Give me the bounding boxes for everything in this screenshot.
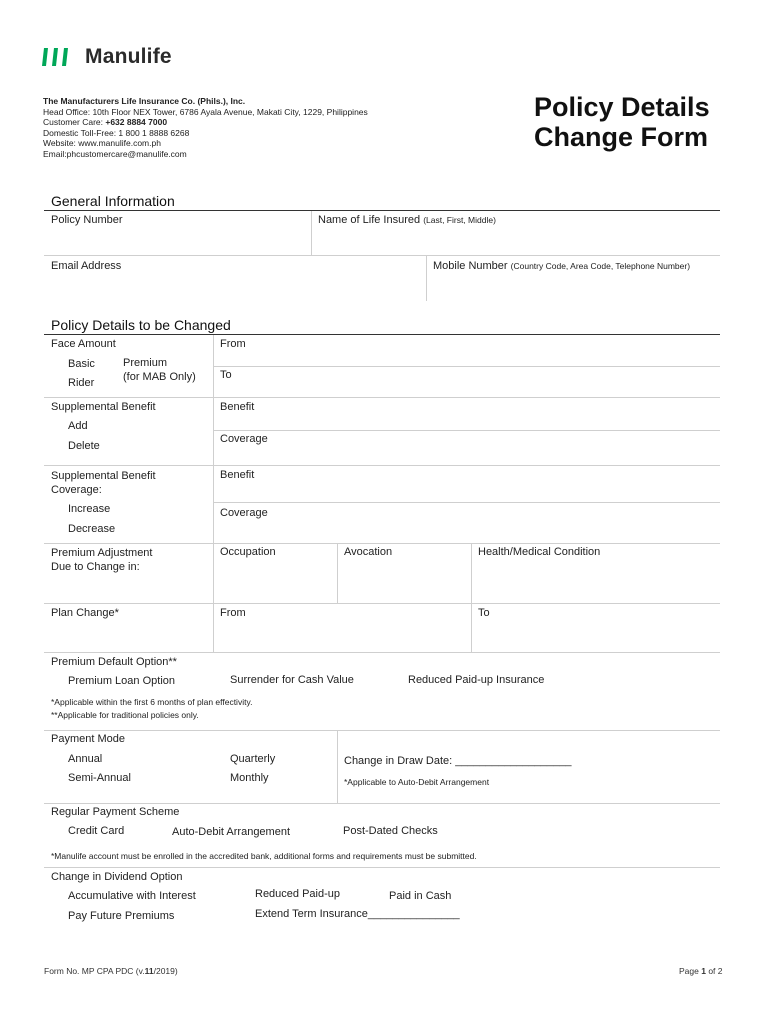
manulife-logo-icon: [42, 46, 70, 68]
decrease-option[interactable]: Decrease: [68, 523, 116, 535]
auto-debit-option[interactable]: Auto-Debit Arrangement: [172, 826, 291, 838]
annual-option[interactable]: Annual: [68, 753, 103, 765]
payment-scheme-label: Regular Payment Scheme: [51, 806, 180, 818]
coverage-amount-field[interactable]: Coverage: [220, 507, 268, 519]
form-number: Form No. MP CPA PDC (v.11/2019): [44, 966, 178, 976]
general-heading: General Information: [51, 193, 175, 209]
toll-free: Domestic Toll-Free: 1 800 1 8888 6268: [43, 127, 190, 138]
plan-to-field[interactable]: To: [478, 607, 490, 619]
policy-number-field[interactable]: Policy Number: [51, 214, 123, 226]
changes-heading: Policy Details to be Changed: [51, 317, 231, 333]
surrender-option[interactable]: Surrender for Cash Value: [230, 674, 354, 686]
default-option-label: Premium Default Option**: [51, 656, 177, 668]
paid-in-cash-option[interactable]: Paid in Cash: [389, 890, 452, 902]
life-insured-field[interactable]: Name of Life Insured (Last, First, Middle): [318, 214, 496, 226]
health-field[interactable]: Health/Medical Condition: [478, 546, 601, 558]
supp-coverage-label: Supplemental Benefit Coverage:: [51, 470, 156, 496]
occupation-field[interactable]: Occupation: [220, 546, 276, 558]
company-name: The Manufacturers Life Insurance Co. (Phils.), Inc.: [43, 96, 246, 106]
add-option[interactable]: Add: [68, 420, 88, 432]
page-number: Page 1 of 2: [679, 966, 723, 976]
credit-card-option[interactable]: Credit Card: [68, 825, 125, 837]
premium-mab-option[interactable]: Premium (for MAB Only): [123, 357, 196, 383]
rider-option[interactable]: Rider: [68, 377, 95, 389]
email-field[interactable]: Email Address: [51, 260, 122, 272]
avocation-field[interactable]: Avocation: [344, 546, 393, 558]
draw-date-note: *Applicable to Auto-Debit Arrangement: [344, 777, 490, 787]
payment-mode-label: Payment Mode: [51, 733, 125, 745]
website: Website: www.manulife.com.ph: [43, 138, 161, 149]
draw-date-field[interactable]: Change in Draw Date: ___________________: [344, 755, 572, 767]
mobile-field[interactable]: Mobile Number (Country Code, Area Code, Telephone Number): [433, 260, 691, 272]
default-note-1: *Applicable within the first 6 months of plan effectivity.: [51, 697, 253, 707]
reduced-paid-up-option[interactable]: Reduced Paid-up Insurance: [408, 674, 545, 686]
delete-option[interactable]: Delete: [68, 440, 100, 452]
face-amount-label: Face Amount: [51, 338, 116, 350]
head-office: Head Office: 10th Floor NEX Tower, 6786 Ayala Avenue, Makati City, 1229, Philippines: [43, 106, 368, 117]
premium-loan-option[interactable]: Premium Loan Option: [68, 675, 175, 687]
pay-future-premiums-option[interactable]: Pay Future Premiums: [68, 910, 175, 922]
payment-scheme-note: *Manulife account must be enrolled in the accredited bank, additional forms and requirements must be submitted.: [51, 851, 477, 861]
quarterly-option[interactable]: Quarterly: [230, 753, 276, 765]
basic-option[interactable]: Basic: [68, 358, 95, 370]
accumulative-option[interactable]: Accumulative with Interest: [68, 890, 196, 902]
supp-benefit-label: Supplemental Benefit: [51, 401, 156, 413]
supp-coverage-field[interactable]: Coverage: [220, 433, 268, 445]
face-to-field[interactable]: To: [220, 369, 232, 381]
dividend-label: Change in Dividend Option: [51, 871, 183, 883]
post-dated-checks-option[interactable]: Post-Dated Checks: [343, 825, 438, 837]
plan-from-field[interactable]: From: [220, 607, 246, 619]
plan-change-label: Plan Change*: [51, 607, 119, 619]
default-note-2: **Applicable for traditional policies only.: [51, 710, 199, 720]
company-info: [43, 96, 368, 160]
face-from-field[interactable]: From: [220, 338, 246, 350]
coverage-benefit-field[interactable]: Benefit: [220, 469, 255, 481]
dividend-reduced-option[interactable]: Reduced Paid-up: [255, 888, 341, 900]
monthly-option[interactable]: Monthly: [230, 772, 269, 784]
extend-term-option[interactable]: Extend Term Insurance_______________: [255, 908, 460, 920]
email: Email:phcustomercare@manulife.com: [43, 148, 187, 159]
customer-care: Customer Care: +632 8884 7000: [43, 117, 168, 128]
form-title: Policy Details Change Form: [534, 92, 710, 152]
premium-adjustment-label: Premium Adjustment Due to Change in:: [51, 547, 153, 573]
semi-annual-option[interactable]: Semi-Annual: [68, 772, 131, 784]
brand-name: Manulife: [85, 45, 172, 68]
supp-benefit-field[interactable]: Benefit: [220, 401, 255, 413]
increase-option[interactable]: Increase: [68, 503, 111, 515]
